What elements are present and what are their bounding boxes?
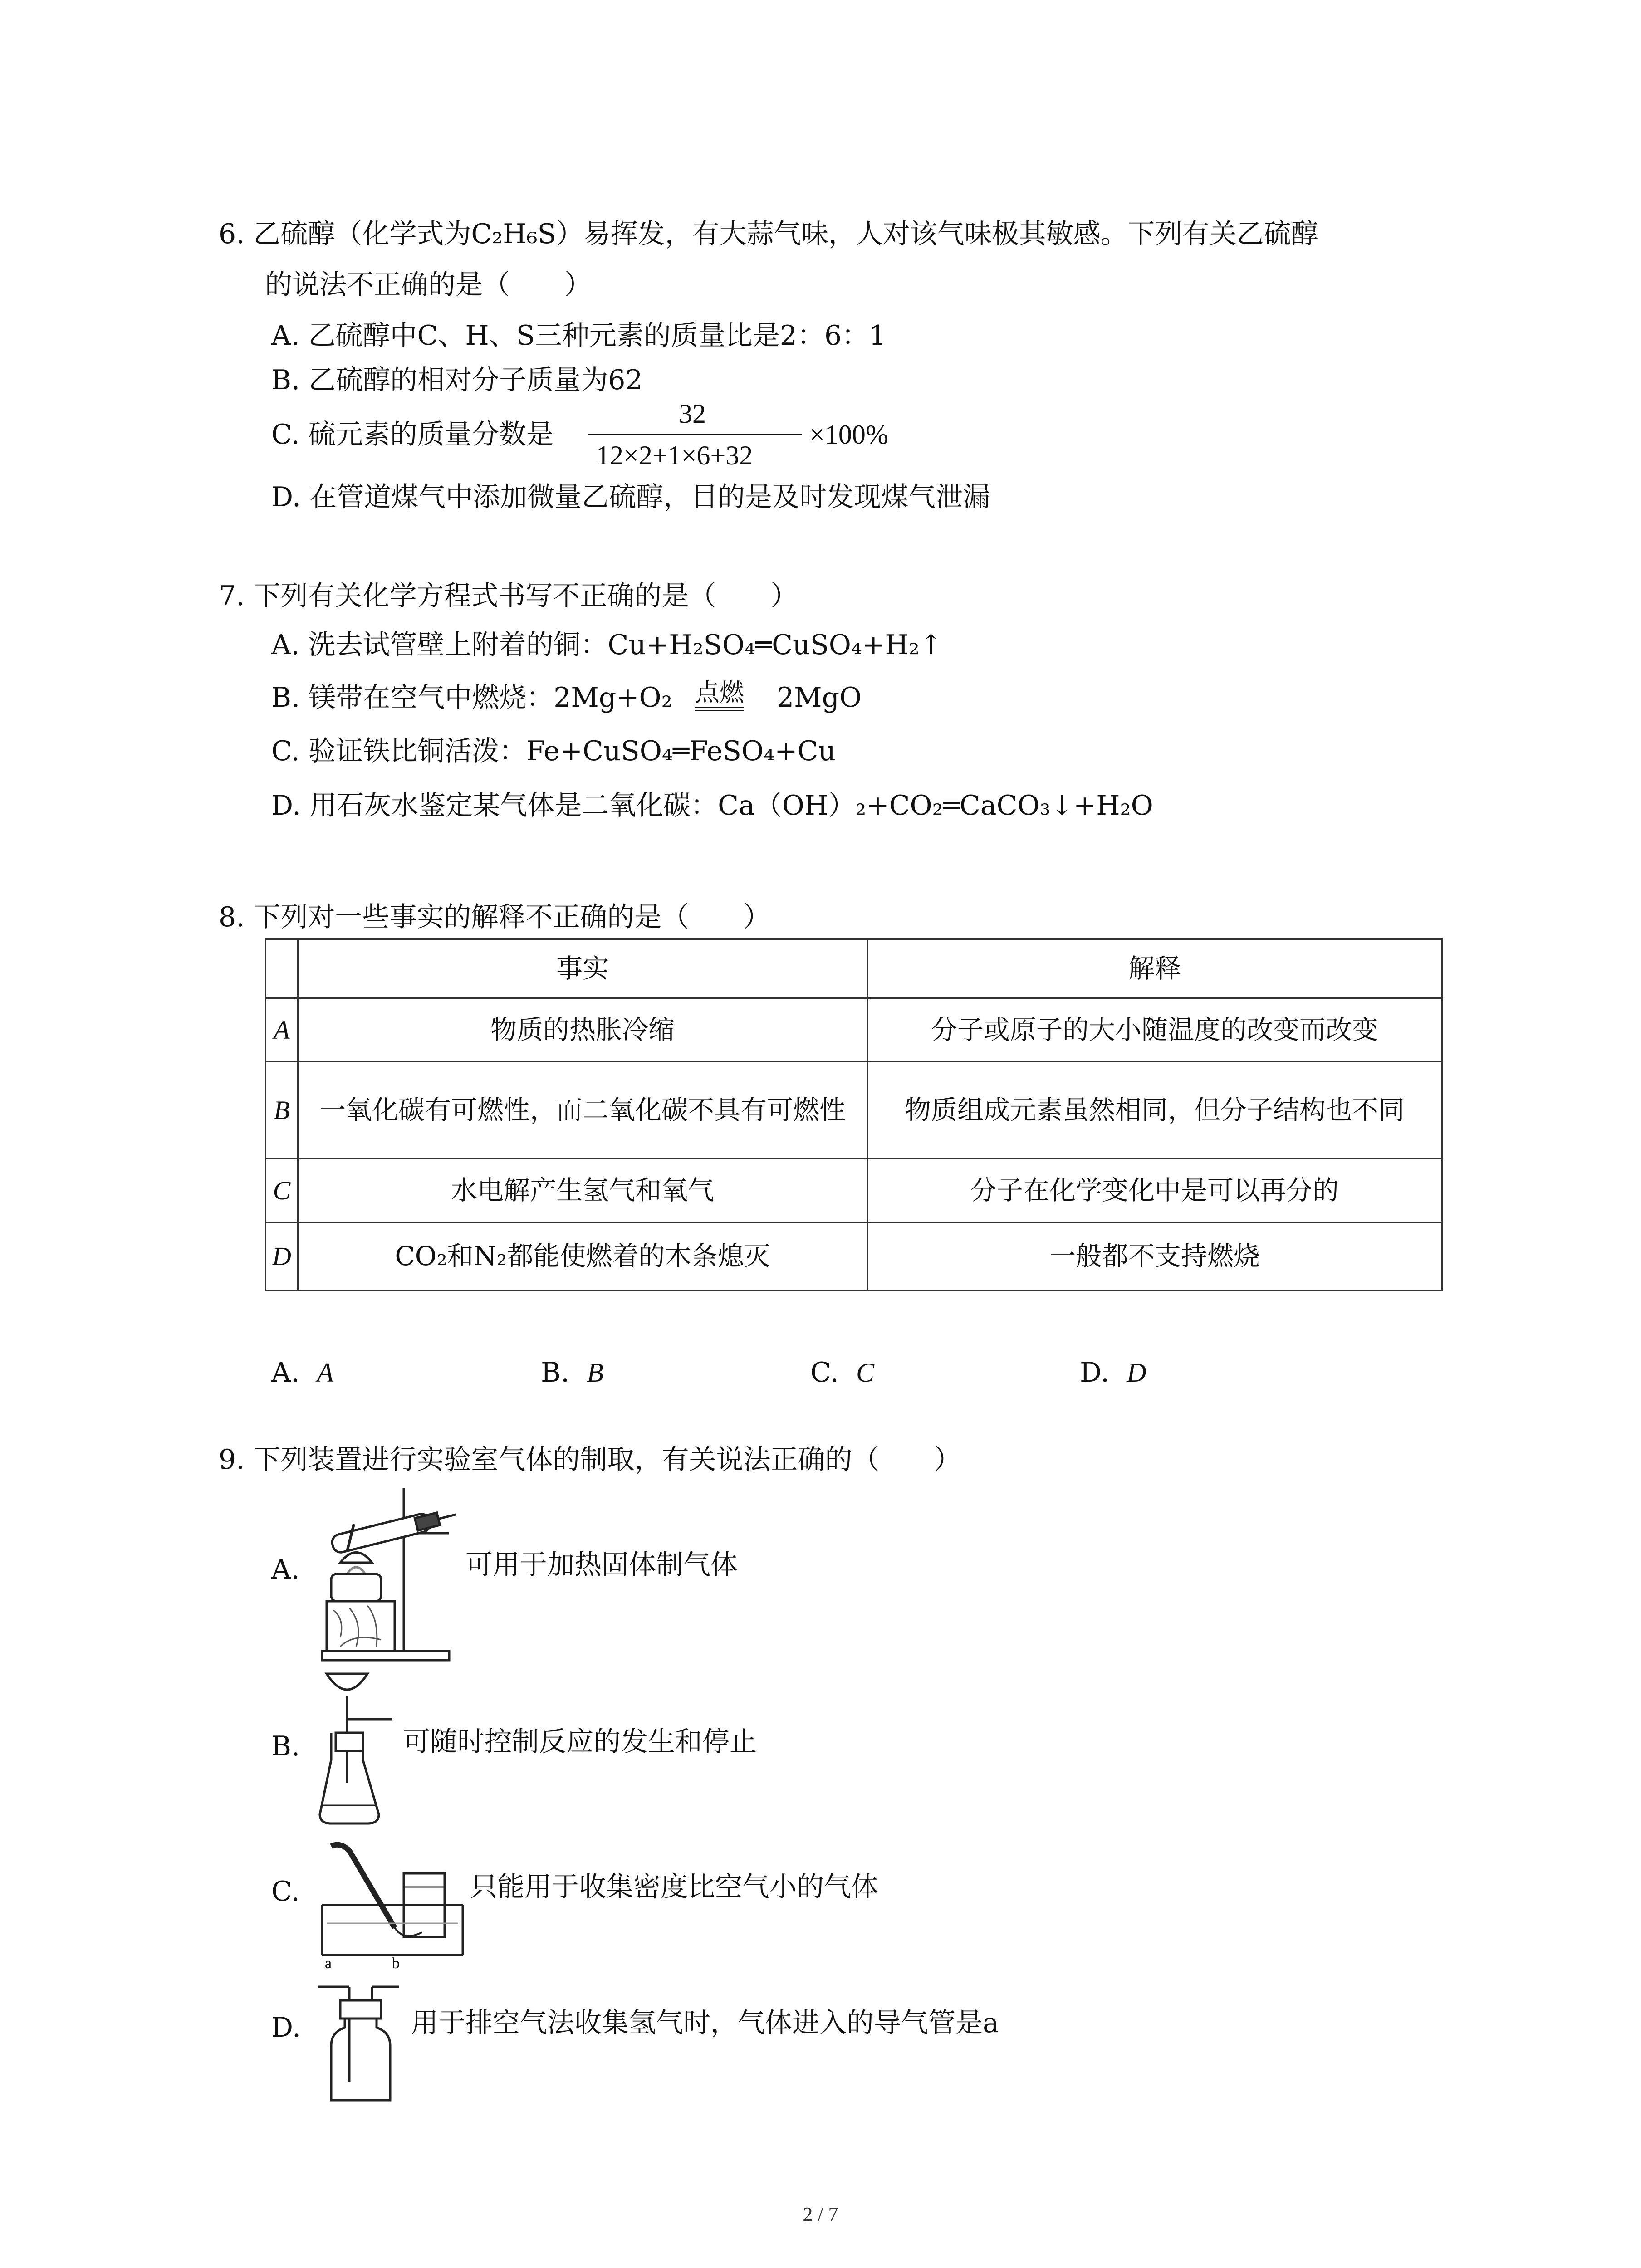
q8-option-a: [271, 1359, 333, 1386]
option-value: D: [1127, 1358, 1146, 1388]
tube-b-label: b: [392, 1955, 400, 1972]
row-key: D: [266, 1222, 298, 1290]
row-fact: 水电解产生氢气和氧气: [298, 1159, 867, 1222]
q8-option-c: [810, 1359, 874, 1386]
q8-stem: 8. 下列对一些事实的解释不正确的是（ ）: [219, 901, 771, 933]
water-collection-apparatus-image: [313, 1837, 472, 1964]
q9-option-c-text: 只能用于收集密度比空气小的气体: [470, 1871, 878, 1903]
q9-option-b-label: B.: [271, 1730, 300, 1762]
q7-option-c: C. 验证铁比铜活泼：Fe+CuSO₄═FeSO₄+Cu: [271, 735, 836, 767]
table-row: [266, 1062, 1442, 1159]
q6-option-a: A. 乙硫醇中C、H、S三种元素的质量比是2：6：1: [271, 320, 887, 352]
table-header-key: [266, 939, 298, 998]
table-header-row: [266, 939, 1442, 998]
q6-option-b: B. 乙硫醇的相对分子质量为62: [271, 364, 643, 396]
row-explain: 分子或原子的大小随温度的改变而改变: [867, 998, 1442, 1062]
q9-option-c-label: C.: [271, 1876, 300, 1907]
q9-stem: 9. 下列装置进行实验室气体的制取，有关说法正确的（ ）: [219, 1444, 961, 1476]
gas-bottle-apparatus-image: [313, 1973, 413, 2109]
option-label: C.: [810, 1357, 839, 1388]
q6-stem-line2: 的说法不正确的是（ ）: [265, 269, 592, 301]
q6-stem-line1: 6. 乙硫醇（化学式为C₂H₆S）易挥发，有大蒜气味，人对该气味极其敏感。下列有关乙硫醇: [219, 218, 1318, 250]
q8-option-b: [541, 1359, 603, 1386]
row-key: C: [266, 1159, 298, 1222]
reaction-condition: 点燃: [695, 680, 744, 711]
q7-option-b-condition: [695, 680, 744, 711]
q7-option-a: A. 洗去试管壁上附着的铜：Cu+H₂SO₄═CuSO₄+H₂↑: [271, 629, 942, 661]
fraction-bar: [588, 434, 802, 435]
row-explain: 分子在化学变化中是可以再分的: [867, 1159, 1442, 1222]
q7-option-d: D. 用石灰水鉴定某气体是二氧化碳：Ca（OH）₂+CO₂═CaCO₃↓+H₂O: [271, 790, 1153, 821]
q7-option-b-prefix: B. 镁带在空气中燃烧：2Mg+O₂: [271, 682, 672, 714]
option-value: A: [317, 1358, 334, 1388]
row-fact: 物质的热胀冷缩: [298, 998, 867, 1062]
row-key: B: [266, 1062, 298, 1159]
option-label: D.: [1080, 1357, 1110, 1388]
row-explain: 物质组成元素虽然相同，但分子结构也不同: [867, 1062, 1442, 1159]
row-explain: 一般都不支持燃烧: [867, 1222, 1442, 1290]
q6-option-c-suffix: ×100%: [809, 420, 888, 450]
q6-option-c-fraction: [588, 400, 802, 473]
facts-table: [265, 938, 1443, 1291]
q8-option-d: [1080, 1359, 1146, 1386]
table-row: [266, 1159, 1442, 1222]
row-key: A: [266, 998, 298, 1062]
option-value: C: [856, 1358, 875, 1388]
option-label: A.: [271, 1357, 300, 1388]
table-header-fact: 事实: [298, 939, 867, 998]
flask-funnel-apparatus-image: [313, 1660, 404, 1833]
fraction-denominator: 12×2+1×6+32: [596, 440, 753, 470]
table-row: [266, 998, 1442, 1062]
q9-option-b-text: 可随时控制反应的发生和停止: [403, 1726, 757, 1758]
fraction-numerator: 32: [679, 399, 706, 429]
q7-option-b-suffix: 2MgO: [777, 682, 862, 714]
option-label: B.: [541, 1357, 570, 1388]
table-header-explain: 解释: [867, 939, 1442, 998]
row-fact: CO₂和N₂都能使燃着的木条熄灭: [298, 1222, 867, 1290]
page-number: 2 / 7: [803, 2203, 838, 2225]
row-fact: 一氧化碳有可燃性，而二氧化碳不具有可燃性: [298, 1062, 867, 1159]
tube-a-label: a: [325, 1955, 332, 1972]
q9-option-a-label: A.: [271, 1554, 300, 1585]
heating-apparatus-image: [313, 1483, 467, 1665]
option-value: B: [587, 1358, 603, 1388]
q9-option-d-label: D.: [271, 2012, 301, 2043]
q6-option-d: D. 在管道煤气中添加微量乙硫醇，目的是及时发现煤气泄漏: [271, 481, 990, 513]
table-row: [266, 1222, 1442, 1290]
q7-stem: 7. 下列有关化学方程式书写不正确的是（ ）: [219, 580, 798, 612]
q6-option-c-prefix: C. 硫元素的质量分数是: [271, 419, 554, 450]
q9-option-d-text: 用于排空气法收集氢气时，气体进入的导气管是a: [411, 2007, 999, 2039]
q9-option-a-text: 可用于加热固体制气体: [465, 1549, 738, 1581]
